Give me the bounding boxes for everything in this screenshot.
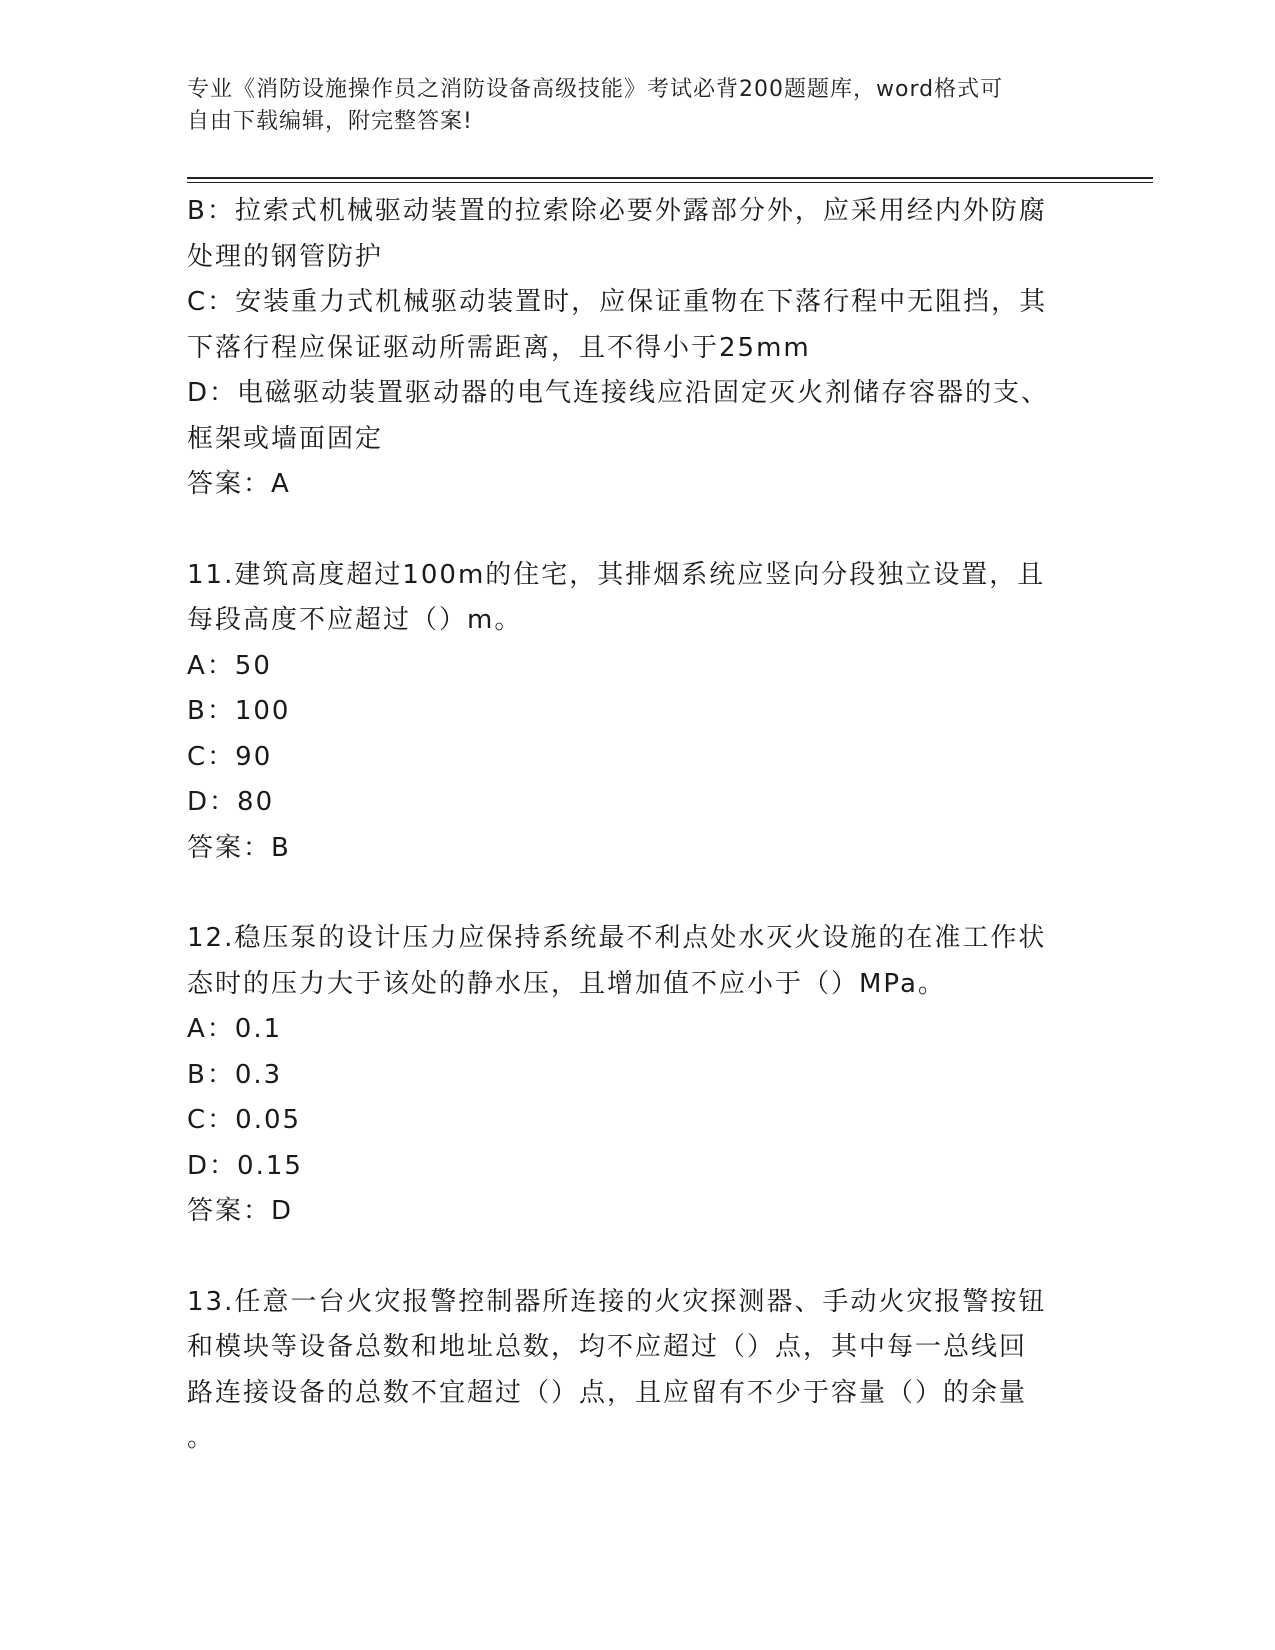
option-b-line-1: B：拉索式机械驱动装置的拉索除必要外露部分外，应采用经内外防腐 (187, 196, 1047, 226)
option-d-line-2: 框架或墙面固定 (187, 423, 384, 454)
option-a: A：50 (187, 650, 272, 681)
question-10-tail (187, 189, 1077, 508)
option-d: D：0.15 (187, 1150, 303, 1181)
question-stem-line-2: 每段高度不应超过（）m。 (187, 605, 523, 635)
answer: 答案：A (187, 469, 291, 499)
answer: 答案：D (187, 1196, 294, 1226)
spacer (187, 871, 1077, 916)
question-stem-line-2: 态时的压力大于该处的静水压，且增加值不应小于（）MPa。 (187, 968, 946, 999)
spacer (187, 508, 1077, 553)
question-stem-line-4: 。 (187, 1423, 216, 1453)
question-stem-line-1: 13.任意一台火灾报警控制器所连接的火灾探测器、手动火灾报警按钮 (187, 1286, 1047, 1317)
option-a: A：0.1 (187, 1014, 283, 1044)
option-b: B：0.3 (187, 1059, 283, 1090)
question-stem-line-1: 12.稳压泵的设计压力应保持系统最不利点处水灭火设施的在准工作状 (187, 923, 1047, 953)
question-stem-line-2: 和模块等设备总数和地址总数，均不应超过（）点，其中每一总线回 (187, 1332, 1028, 1362)
option-d-line-1: D：电磁驱动装置驱动器的电气连接线应沿固定灭火剂储存容器的支、 (187, 378, 1050, 408)
question-11 (187, 553, 1077, 872)
option-b: B：100 (187, 696, 291, 726)
option-b-line-2: 处理的钢管防护 (187, 241, 384, 272)
option-c-line-2: 下落行程应保证驱动所需距离，且不得小于25mm (187, 332, 811, 363)
question-stem-line-1: 11.建筑高度超过100m的住宅，其排烟系统应竖向分段独立设置，且 (187, 559, 1046, 590)
option-c: C：0.05 (187, 1105, 302, 1135)
question-stem-line-3: 路连接设备的总数不宜超过（）点，且应留有不少于容量（）的余量 (187, 1377, 1028, 1408)
header-line-2: 自由下载编辑，附完整答案! (187, 109, 473, 134)
question-13 (187, 1280, 1077, 1462)
option-c: C：90 (187, 741, 273, 772)
answer: 答案：B (187, 832, 291, 863)
question-content (187, 189, 1077, 1462)
option-d: D：80 (187, 787, 275, 817)
header-divider (187, 177, 1153, 183)
page-header (187, 74, 1067, 138)
question-12 (187, 916, 1077, 1235)
header-line-1: 专业《消防设施操作员之消防设备高级技能》考试必背200题题库，word格式可 (187, 77, 1004, 102)
option-c-line-1: C：安装重力式机械驱动装置时，应保证重物在下落行程中无阻挡，其 (187, 287, 1048, 317)
spacer (187, 1235, 1077, 1280)
